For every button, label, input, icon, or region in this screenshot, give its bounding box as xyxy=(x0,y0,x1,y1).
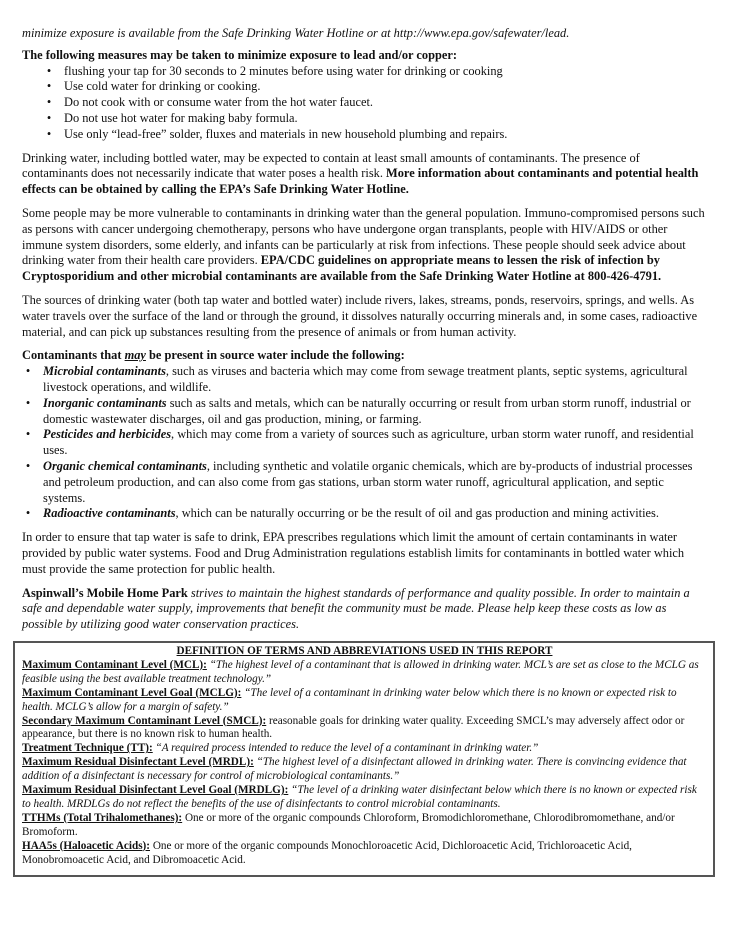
bullet-icon: • xyxy=(25,395,31,410)
paragraph-vulnerable-people: Some people may be more vulnerable to contaminants in drinking water than the general population. Immuno-compromised persons such as persons with cancer undergoing chemotherapy, persons who have undergone organ transplants, people with HIV/AIDS or other immune system disorders, some elderly, and infants can be particularly at risk from infections. These people should seek advice about drinking water from their health care providers. EPA/CDC guidelines on appropriate means to lessen the risk of infection by Cryptosporidium and other microbial contaminants are available from the Safe Drinking Water Hotline at 800-426-4791. xyxy=(22,205,705,284)
intro-line: minimize exposure is available from the Safe Drinking Water Hotline or at http://www.epa.gov/safewater/lead. xyxy=(22,26,570,40)
list-item: • Do not use hot water for making baby formula. xyxy=(43,111,706,127)
contaminants-list xyxy=(22,364,706,522)
list-item: • Do not cook with or consume water from the hot water faucet. xyxy=(43,95,706,111)
paragraph-water-sources: The sources of drinking water (both tap water and bottled water) include rivers, lakes, streams, ponds, reservoirs, springs, and wells. As water travels over the surface of the land or through the ground, it dissolves naturally occurring minerals and, in some cases, radioactive material, and can pick up substances resulting from the presence of animals or from human activity. xyxy=(22,292,698,339)
definition-item: Maximum Residual Disinfectant Level (MRDL): “The highest level of a disinfectant allowed in drinking water. There is convincing evidence that addition of a disinfectant is necessary for control of microbiological contaminants.” xyxy=(22,756,687,783)
definition-item: TTHMs (Total Trihalomethanes): One or more of the organic compounds Chloroform, Bromodichloromethane, Chlorodibromomethane, and/or Bromoform. xyxy=(22,811,675,838)
list-item: • Microbial contaminants, such as viruses and bacteria which may come from sewage treatment plants, septic systems, agricultural livestock operations, and wildlife. xyxy=(22,364,706,396)
list-item: • Pesticides and herbicides, which may come from a variety of sources such as agriculture, urban storm water runoff, and residential uses. xyxy=(22,427,706,459)
definition-item: Secondary Maximum Contaminant Level (SMCL): reasonable goals for drinking water quality. Exceeding SMCL’s may adversely affect odor or appearance, but there is no known risk to human health. xyxy=(22,714,685,741)
bullet-icon: • xyxy=(46,95,52,110)
definition-item: HAA5s (Haloacetic Acids): One or more of the organic compounds Monochloroacetic Acid, Dichloroacetic Acid, Trichloroacetic Acid, Monobromoacetic Acid, and Dibromoacetic Acid. xyxy=(22,839,632,866)
definition-item: Maximum Contaminant Level Goal (MCLG): “The level of a contaminant in drinking water below which there is no known or expected risk to health. MCLG’s allow for a margin of safety.” xyxy=(22,686,677,713)
measures-heading: The following measures may be taken to minimize exposure to lead and/or copper: xyxy=(22,47,458,62)
paragraph-park-statement: Aspinwall’s Mobile Home Park strives to maintain the highest standards of performance and quality possible. In order to maintain a safe and dependable water supply, improvements that benefit the community must be made. Please help keep these costs as low as possible by utilizing good water conservation practices. xyxy=(22,585,690,632)
bullet-icon: • xyxy=(46,79,52,94)
definition-item: Maximum Contaminant Level (MCL): “The highest level of a contaminant that is allowed in drinking water. MCL’s are set as close to the MCLG as feasible using the best available treatment technology.” xyxy=(22,658,699,685)
list-item: • Use cold water for drinking or cooking. xyxy=(43,79,706,95)
bullet-icon: • xyxy=(25,364,31,379)
bullet-icon: • xyxy=(25,458,31,473)
list-item: • Inorganic contaminants such as salts and metals, which can be naturally occurring or result from urban storm runoff, industrial or domestic wastewater discharges, oil and gas production, mining, or farming. xyxy=(22,396,706,428)
bullet-icon: • xyxy=(46,126,52,141)
definition-item: Treatment Technique (TT): “A required process intended to reduce the level of a contaminant in drinking water.” xyxy=(22,742,539,755)
contaminants-heading: Contaminants that may be present in source water include the following: xyxy=(22,348,405,363)
bullet-icon: • xyxy=(25,506,31,521)
definitions-box xyxy=(13,641,715,877)
list-item: • flushing your tap for 30 seconds to 2 minutes before using water for drinking or cooking xyxy=(43,64,706,80)
paragraph-contaminants-info: Drinking water, including bottled water, may be expected to contain at least small amounts of contaminants. The presence of contaminants does not necessarily indicate that water poses a health risk. More information about contaminants and potential health effects can be obtained by calling the EPA’s Safe Drinking Water Hotline. xyxy=(22,150,699,197)
list-item: • Use only “lead-free” solder, fluxes and materials in new household plumbing and repairs. xyxy=(43,127,706,143)
definitions-title: DEFINITION OF TERMS AND ABBREVIATIONS USED IN THIS REPORT xyxy=(176,645,553,657)
definition-item: Maximum Residual Disinfectant Level Goal (MRDLG): “The level of a drinking water disinfectant below which there is no known or expected risk to health. MRDLGs do not reflect the benefits of the use of disinfectants to control microbial contaminants. xyxy=(22,784,697,810)
list-item: • Organic chemical contaminants, including synthetic and volatile organic chemicals, which are by-products of industrial processes and petroleum production, and can also come from gas stations, urban storm water runoff, agricultural application, and septic systems. xyxy=(22,459,706,506)
measures-list xyxy=(22,64,706,143)
report-page xyxy=(22,26,706,633)
bullet-icon: • xyxy=(46,63,52,78)
bullet-icon: • xyxy=(46,110,52,125)
paragraph-epa-regulations: In order to ensure that tap water is safe to drink, EPA prescribes regulations which limit the amount of certain contaminants in water provided by public water systems. Food and Drug Administration regulations establish limits for contaminants in bottled water which must provide the same protection for public health. xyxy=(22,530,685,576)
list-item: • Radioactive contaminants, which can be naturally occurring or be the result of oil and gas production and mining activities. xyxy=(22,506,706,522)
bullet-icon: • xyxy=(25,427,31,442)
